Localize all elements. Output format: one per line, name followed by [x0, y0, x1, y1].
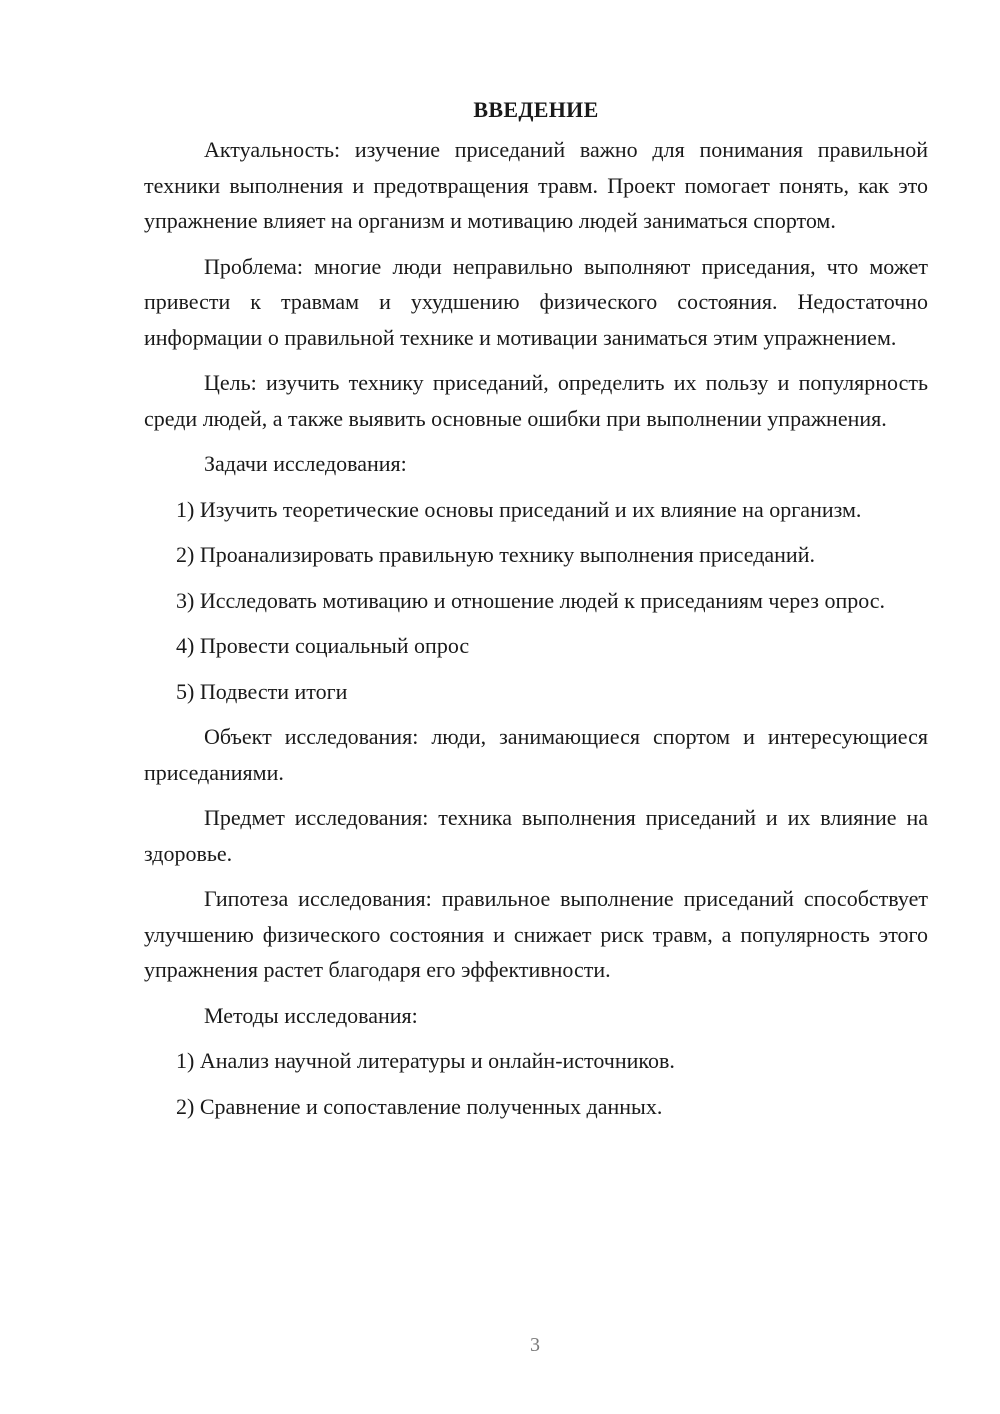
page-number: 3: [530, 1334, 540, 1356]
document-page: [144, 92, 928, 1134]
paragraph-hypothesis: Гипотеза исследования: правильное выполнение приседаний способствует улучшению физического состояния и снижает риск травм, а популярность этого упражнения растет благодаря его эффективности.: [144, 886, 928, 982]
paragraph-goal: Цель: изучить технику приседаний, определить их пользу и популярность среди людей, а также выявить основные ошибки при выполнении упражнения.: [144, 370, 928, 431]
task-item-1: 1) Изучить теоретические основы приседаний и их влияние на организм.: [176, 496, 862, 522]
task-item-3: 3) Исследовать мотивацию и отношение людей к приседаниям через опрос.: [176, 587, 886, 613]
paragraph-problem: Проблема: многие люди неправильно выполняют приседания, что может привести к травмам и ухудшению физического состояния. Недостаточно информации о правильной технике и мотивации заниматься этим упражнением.: [144, 253, 928, 350]
task-item-4: 4) Провести социальный опрос: [176, 633, 470, 658]
paragraph-object: Объект исследования: люди, занимающиеся спортом и интересующиеся приседаниями.: [144, 724, 928, 785]
paragraph-tasks-heading: Задачи исследования:: [204, 451, 407, 476]
task-item-2: 2) Проанализировать правильную технику выполнения приседаний.: [176, 542, 815, 567]
method-item-1: 1) Анализ научной литературы и онлайн-источников.: [176, 1048, 675, 1073]
method-item-2: 2) Сравнение и сопоставление полученных данных.: [176, 1093, 663, 1119]
paragraph-subject: Предмет исследования: техника выполнения приседаний и их влияние на здоровье.: [144, 805, 928, 866]
task-item-5: 5) Подвести итоги: [176, 678, 348, 704]
page-title: ВВЕДЕНИЕ: [473, 97, 599, 122]
paragraph-relevance: Актуальность: изучение приседаний важно для понимания правильной техники выполнения и предотвращения травм. Проект помогает понять, как это упражнение влияет на организм и мотивацию людей заниматься спортом.: [144, 137, 928, 233]
paragraph-methods-heading: Методы исследования:: [204, 1002, 418, 1028]
